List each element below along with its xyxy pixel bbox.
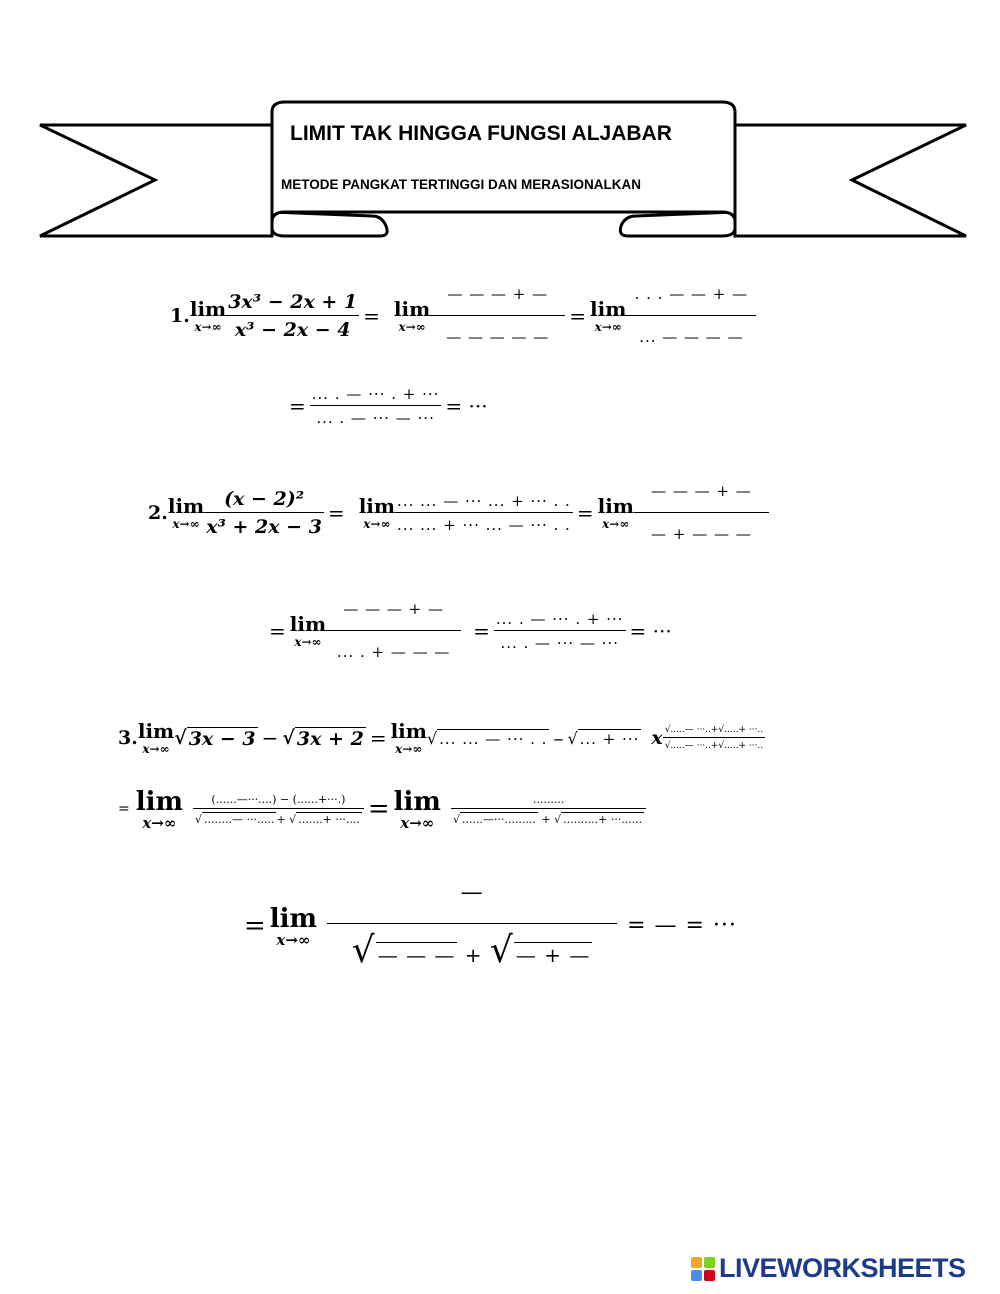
blank-denominator[interactable]: — — — — — bbox=[430, 315, 565, 346]
equals-sign: = bbox=[269, 618, 286, 643]
blank-denominator[interactable]: √ ......—···......... + √ ..........+ ···...... bbox=[451, 808, 646, 826]
blank-radicand[interactable]: .......+ ···.... bbox=[298, 812, 360, 826]
blank-denominator[interactable]: — + — — — bbox=[634, 512, 769, 543]
result-blank[interactable]: = — = ··· bbox=[627, 913, 737, 938]
radicand: 3x − 3 bbox=[188, 727, 256, 750]
blank-numerator[interactable]: — — — + — bbox=[343, 600, 444, 618]
blank-denominator[interactable]: ... . — ··· — ··· bbox=[494, 630, 626, 652]
blank-numerator[interactable]: — bbox=[460, 880, 484, 905]
lim-subscript: x→∞ bbox=[294, 634, 322, 649]
sqrt-sign: √ bbox=[282, 727, 295, 749]
banner-title: LIMIT TAK HINGGA FUNGSI ALJABAR bbox=[290, 122, 672, 145]
lim-word: lim bbox=[189, 296, 227, 321]
limit-operator bbox=[270, 905, 317, 947]
blank-fraction[interactable] bbox=[634, 482, 769, 543]
conjugate-fraction[interactable] bbox=[663, 725, 766, 751]
equals-sign: = bbox=[473, 618, 490, 643]
blank-numerator[interactable]: (......—···....) − (......+···.) bbox=[211, 792, 346, 806]
lim-subscript: x→∞ bbox=[142, 814, 177, 832]
equals-sign: = bbox=[327, 500, 345, 525]
lim-subscript: x→∞ bbox=[398, 319, 426, 334]
blank-numerator[interactable]: √.....— ···..+√.....+ ···.. bbox=[664, 725, 764, 735]
lim-word: lim bbox=[393, 787, 441, 817]
lim-subscript: x→∞ bbox=[363, 516, 391, 531]
blank-denominator[interactable]: √ ........— ···..... + √ .......+ ···.... bbox=[193, 808, 364, 826]
equals-sign: = bbox=[244, 910, 266, 941]
limit-operator bbox=[168, 495, 204, 531]
problem-number: 3. bbox=[118, 727, 138, 749]
problem-2-line-1 bbox=[148, 482, 769, 543]
limit-operator bbox=[290, 613, 326, 649]
lim-subscript: x→∞ bbox=[400, 814, 435, 832]
limit-operator bbox=[138, 720, 174, 756]
denominator: x³ − 2x − 4 bbox=[226, 315, 359, 341]
blank-denominator[interactable]: ... ... + ··· ... — ··· . . bbox=[395, 512, 573, 534]
blank-denominator[interactable]: ... . — ··· — ··· bbox=[310, 405, 442, 427]
limit-operator bbox=[590, 298, 626, 334]
blank-radicand[interactable]: ........— ···..... bbox=[204, 812, 275, 826]
lim-subscript: x→∞ bbox=[594, 319, 622, 334]
logo-text: LIVEWORKSHEETS bbox=[719, 1253, 966, 1283]
blank-numerator[interactable]: . . . — — + — bbox=[634, 285, 749, 303]
lim-subscript: x→∞ bbox=[194, 319, 222, 334]
equals-sign: = bbox=[569, 303, 587, 328]
blank-denominator[interactable]: √ — — — + √ — + — bbox=[327, 923, 617, 971]
blank-radicand[interactable]: ... + ··· bbox=[579, 729, 640, 748]
lim-word: lim bbox=[590, 296, 627, 321]
blank-numerator[interactable]: ... . — ··· . + ··· bbox=[495, 609, 624, 628]
radicand: 3x + 2 bbox=[296, 727, 364, 750]
problem-3-line-2 bbox=[118, 788, 646, 830]
lim-word: lim bbox=[597, 493, 634, 518]
equals-sign: = bbox=[289, 394, 306, 418]
equals-sign: = bbox=[363, 303, 380, 328]
problem-number: 1. bbox=[170, 304, 190, 327]
equals-sign: = bbox=[576, 500, 594, 525]
limit-operator bbox=[136, 788, 183, 830]
conjugate-x: x bbox=[651, 727, 663, 749]
denominator: x³ + 2x − 3 bbox=[204, 512, 324, 538]
fraction bbox=[204, 488, 324, 538]
blank-numerator[interactable]: ... . — ··· . + ··· bbox=[311, 385, 440, 403]
sqrt-sign: √ bbox=[567, 728, 578, 748]
blank-numerator[interactable]: ......... bbox=[532, 792, 565, 806]
lim-word: lim bbox=[393, 296, 431, 321]
lim-word: lim bbox=[167, 493, 205, 518]
blank-fraction[interactable] bbox=[430, 285, 565, 346]
problem-1-line-2 bbox=[285, 385, 492, 427]
limit-operator bbox=[391, 720, 427, 756]
limit-operator bbox=[394, 788, 441, 830]
lim-subscript: x→∞ bbox=[142, 742, 170, 756]
blank-numerator[interactable]: ... ... — ··· ... + ··· . . bbox=[397, 491, 571, 510]
blank-fraction[interactable] bbox=[494, 610, 626, 652]
lim-word: lim bbox=[358, 493, 396, 518]
problem-3-line-1 bbox=[118, 720, 765, 756]
blank-fraction[interactable] bbox=[626, 285, 756, 346]
blank-denominator[interactable]: ... — — — — bbox=[626, 315, 756, 346]
lim-word: lim bbox=[390, 719, 427, 743]
result-blank[interactable]: = ··· bbox=[445, 394, 488, 418]
equals-sign: = bbox=[118, 801, 130, 817]
lim-word: lim bbox=[137, 719, 175, 743]
equals-sign: = bbox=[369, 726, 387, 750]
fraction bbox=[226, 291, 359, 341]
lim-subscript: x→∞ bbox=[602, 516, 630, 531]
blank-fraction[interactable] bbox=[451, 793, 646, 826]
blank-fraction[interactable] bbox=[327, 880, 617, 971]
blank-radicand[interactable]: ... ... — ··· . . bbox=[439, 729, 548, 748]
blank-numerator[interactable]: — — — + — bbox=[651, 482, 752, 500]
equals-sign: = bbox=[367, 794, 390, 824]
lim-subscript: x→∞ bbox=[276, 930, 311, 949]
blank-denominator[interactable]: √.....— ···..+√.....+ ···.. bbox=[663, 737, 766, 751]
lim-subscript: x→∞ bbox=[395, 742, 423, 756]
banner-subtitle: METODE PANGKAT TERTINGGI DAN MERASIONALKAN bbox=[281, 177, 641, 192]
blank-radicand[interactable]: ..........+ ···...... bbox=[563, 812, 643, 826]
blank-denominator[interactable]: ... . + — — — bbox=[326, 630, 461, 661]
limit-operator bbox=[598, 495, 634, 531]
minus-sign: – bbox=[553, 726, 564, 750]
lim-word: lim bbox=[135, 787, 183, 817]
lim-word: lim bbox=[289, 611, 327, 636]
numerator: (x − 2)² bbox=[224, 487, 305, 510]
lim-subscript: x→∞ bbox=[172, 516, 200, 531]
blank-radicand[interactable]: ......—···......... bbox=[461, 812, 536, 826]
blank-numerator[interactable]: — — — + — bbox=[447, 285, 549, 303]
result-blank[interactable]: = ··· bbox=[629, 618, 672, 643]
limit-operator bbox=[394, 298, 430, 334]
limit-operator bbox=[359, 495, 395, 531]
lim-word: lim bbox=[269, 903, 318, 934]
blank-fraction[interactable] bbox=[326, 600, 461, 661]
problem-3-line-3 bbox=[240, 880, 741, 971]
liveworksheets-logo-icon bbox=[690, 1256, 716, 1282]
sqrt-sign: √ bbox=[426, 728, 438, 748]
problem-1-line-1 bbox=[170, 285, 756, 346]
limit-operator bbox=[190, 298, 226, 334]
blank-radicand[interactable]: — + — bbox=[515, 943, 591, 967]
blank-fraction[interactable] bbox=[310, 385, 442, 427]
blank-radicand[interactable]: — — — bbox=[377, 943, 456, 967]
problem-number: 2. bbox=[148, 501, 168, 524]
minus-sign: − bbox=[261, 726, 279, 750]
blank-fraction[interactable] bbox=[395, 492, 573, 534]
liveworksheets-logo bbox=[690, 1253, 966, 1284]
blank-fraction[interactable] bbox=[193, 793, 364, 826]
problem-2-line-2 bbox=[265, 600, 676, 661]
sqrt-sign: √ bbox=[174, 727, 187, 749]
numerator: 3x³ − 2x + 1 bbox=[228, 290, 358, 313]
